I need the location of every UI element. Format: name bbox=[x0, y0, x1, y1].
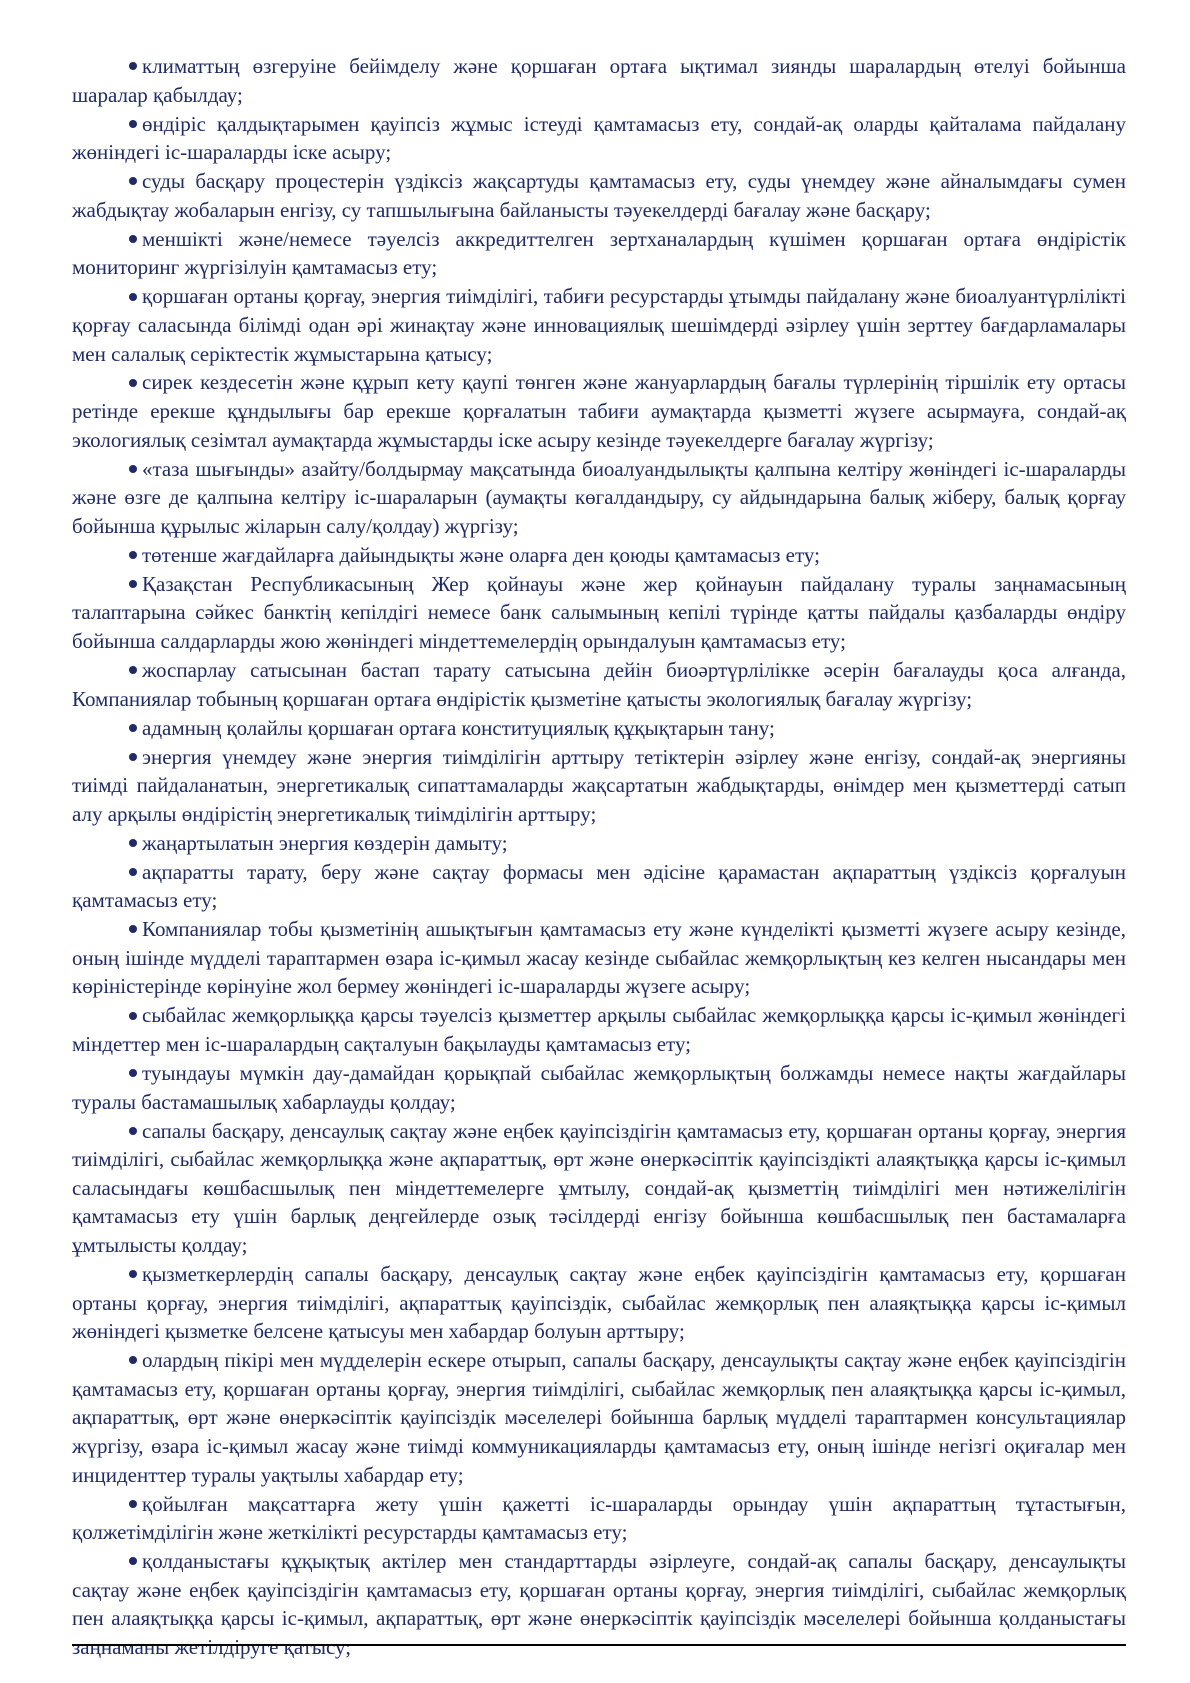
bullet-icon bbox=[129, 915, 142, 944]
bullet-icon bbox=[129, 1001, 142, 1030]
bullet-icon bbox=[129, 570, 142, 599]
list-item bbox=[72, 1117, 1126, 1260]
list-item bbox=[72, 743, 1126, 829]
list-item-text: сирек кездесетін және құрып кету қаупі төнген және жануарлардың бағалы түрлерінің тіршілік ету ортасы ретінде ерекше құндылығы бар ерекше қорғалатын табиғи аумақтарда қызметті жүзеге асырмауға, сондай-ақ экологиялық сезімтал аумақтарда жұмыстарды іске асыру кезінде тәуекелдерге бағалау жүргізу; bbox=[72, 370, 1126, 452]
list-item-text: энергия үнемдеу және энергия тиімділігін арттыру тетіктерін әзірлеу және енгізу, сондай-ақ энергияны тиімді пайдаланатын, энергетикалық сипаттамаларды жақсартатын жабдықтарды, өнімдер мен қызметтерді сатып алу арқылы өндірістің энергетикалық тиімділігін арттыру; bbox=[72, 744, 1126, 826]
bullet-icon bbox=[129, 858, 142, 887]
list-item bbox=[72, 570, 1126, 656]
list-item-text: климаттың өзгеруіне бейімделу және қоршаған ортаға ықтимал зиянды шаралардың өтелуі бойынша шаралар қабылдау; bbox=[72, 54, 1126, 107]
list-item-text: Компаниялар тобы қызметінің ашықтығын қамтамасыз ету және күнделікті қызметті жүзеге асыру кезінде, оның ішінде мүдделі тараптармен өзара іс-қимыл жасау кезінде сыбайлас жемқорлықтың кез келген нысандары мен көріністерінде көрінуіне жол бермеу жөніндегі іс-шараларды жүзеге асыру; bbox=[72, 917, 1126, 999]
bullet-icon bbox=[129, 541, 142, 570]
bullet-icon bbox=[129, 714, 142, 743]
bullet-icon bbox=[129, 1260, 142, 1289]
bullet-icon bbox=[129, 110, 142, 139]
list-item bbox=[72, 858, 1126, 916]
document-body bbox=[72, 52, 1126, 1662]
list-item bbox=[72, 1001, 1126, 1059]
list-item-text: қоршаған ортаны қорғау, энергия тиімділігі, табиғи ресурстарды ұтымды пайдалану және биоалуантүрлілікті қорғау саласында білімді одан әрі жинақтау және инновациялық шешімдерді әзірлеу үшін зерттеу бағдарламалары мен салалық серіктестік жұмыстарына қатысу; bbox=[72, 284, 1126, 366]
bullet-icon bbox=[129, 829, 142, 858]
list-item bbox=[72, 714, 1126, 743]
list-item-text: ақпаратты тарату, беру және сақтау формасы мен әдісіне қарамастан ақпараттың үздіксіз қорғалуын қамтамасыз ету; bbox=[72, 859, 1126, 913]
list-item bbox=[72, 225, 1126, 283]
bullet-icon bbox=[129, 1059, 142, 1088]
bullet-icon bbox=[129, 1346, 142, 1375]
list-item-text: қолданыстағы құқықтық актілер мен стандарттарды әзірлеуге, сондай-ақ сапалы басқару, денсаулықты сақтау және еңбек қауіпсіздігін қамтамасыз ету, қоршаған ортаны қорғау, энергия тиімділігі, сыбайлас жемқорлық пен алаяқтыққа қарсы іс-қимыл, ақпараттық, өрт және өнеркәсіптік қауіпсіздік мәселелері бойынша қолданыстағы заңнаманы жетілдіруге қатысу; bbox=[72, 1549, 1126, 1659]
list-item bbox=[72, 1260, 1126, 1346]
list-item bbox=[72, 455, 1126, 541]
bullet-icon bbox=[129, 656, 142, 685]
list-item bbox=[72, 1490, 1126, 1548]
list-item-text: сыбайлас жемқорлыққа қарсы тәуелсіз қызметтер арқылы сыбайлас жемқорлыққа қарсы іс-қимыл жөніндегі міндеттер мен іс-шаралардың сақталуын бақылауды қамтамасыз ету; bbox=[72, 1003, 1126, 1057]
list-item bbox=[72, 915, 1126, 1001]
list-item-text: туындауы мүмкін дау-дамайдан қорықпай сыбайлас жемқорлықтың болжамды немесе нақты жағдайлары туралы бастамашылық хабарлауды қолдау; bbox=[72, 1061, 1126, 1114]
list-item-text: сапалы басқару, денсаулық сақтау және еңбек қауіпсіздігін қамтамасыз ету, қоршаған ортаны қорғау, энергия тиімділігі, сыбайлас жемқорлыққа және ақпараттық, өрт және өнеркәсіптік қауіпсіздікті алаяқтыққа қарсы іс-қимыл саласындағы көшбасшылық пен міндеттемелерге ұмтылу, сондай-ақ қызметтің тиімділігі мен нәтижелілігін қамтамасыз ету үшін барлық деңгейлерде озық тәсілдерді енгізу бойынша көшбасшылық пен бастамаларға ұмтылысты қолдау; bbox=[72, 1118, 1126, 1257]
list-item-text: төтенше жағдайларға дайындықты және оларға ден қоюды қамтамасыз ету; bbox=[142, 542, 820, 567]
list-item-text: өндіріс қалдықтарымен қауіпсіз жұмыс істеуді қамтамасыз ету, сондай-ақ оларды қайталама пайдалану жөніндегі іс-шараларды іске асыру; bbox=[72, 111, 1126, 165]
bullet-icon bbox=[129, 1547, 142, 1576]
list-item bbox=[72, 110, 1126, 168]
bullet-icon bbox=[129, 1490, 142, 1519]
list-item bbox=[72, 1059, 1126, 1117]
list-item-text: қойылған мақсаттарға жету үшін қажетті іс-шараларды орындау үшін ақпараттың тұтастығын, қолжетімділігін және жеткілікті ресурстарды қамтамасыз ету; bbox=[72, 1491, 1126, 1545]
bullet-icon bbox=[129, 282, 142, 311]
list-item-text: меншікті және/немесе тәуелсіз аккредиттелген зертханалардың күшімен қоршаған ортаға өндірістік мониторинг жүргізілуін қамтамасыз ету; bbox=[72, 226, 1126, 280]
list-item-text: «таза шығынды» азайту/болдырмау мақсатында биоалуандылықты қалпына келтіру жөніндегі іс-шараларды және өзге де қалпына келтіру іс-шараларын (аумақты көгалдандыру, су айдындарына балық жіберу, балық қорғау бойынша құрылыс жіларын салу/қолдау) жүргізу; bbox=[72, 456, 1126, 538]
list-item bbox=[72, 656, 1126, 714]
bullet-icon bbox=[129, 167, 142, 196]
bullet-icon bbox=[129, 52, 142, 81]
list-item bbox=[72, 541, 1126, 570]
list-item bbox=[72, 368, 1126, 454]
list-item-text: жаңартылатын энергия көздерін дамыту; bbox=[142, 830, 508, 855]
bullet-icon bbox=[129, 455, 142, 484]
bullet-icon bbox=[129, 1117, 142, 1146]
list-item bbox=[72, 167, 1126, 225]
list-item bbox=[72, 829, 1126, 858]
list-item-text: адамның қолайлы қоршаған ортаға конституциялық құқықтарын тану; bbox=[142, 715, 775, 740]
list-item bbox=[72, 52, 1126, 110]
list-item bbox=[72, 1346, 1126, 1489]
list-item-text: қызметкерлердің сапалы басқару, денсаулық сақтау және еңбек қауіпсіздігін қамтамасыз ету, қоршаған ортаны қорғау, энергия тиімділігі, ақпараттық қауіпсіздік, сыбайлас жемқорлық пен алаяқтыққа қарсы іс-қимыл жөніндегі қызметке белсене қатысуы мен хабардар болуын арттыру; bbox=[72, 1261, 1126, 1344]
bullet-icon bbox=[129, 225, 142, 254]
bullet-icon bbox=[129, 743, 142, 772]
list-item-text: олардың пікірі мен мүдделерін ескере отырып, сапалы басқару, денсаулықты сақтау және еңбек қауіпсіздігін қамтамасыз ету, қоршаған ортаны қорғау, энергия тиімділігі, сыбайлас жемқорлық пен алаяқтыққа қарсы іс-қимыл, ақпараттық, өрт және өнеркәсіптік қауіпсіздік мәселелері бойынша барлық мүдделі тараптармен консультациялар жүргізу, өзара іс-қимыл жасау және тиімді коммуникацияларды қамтамасыз ету, оның ішінде негізгі оқиғалар мен инциденттер туралы уақтылы хабардар ету; bbox=[72, 1348, 1126, 1487]
list-item-text: Қазақстан Республикасының Жер қойнауы және жер қойнауын пайдалану туралы заңнамасының талаптарына сәйкес банктің кепілдігі немесе банк салымының кепілі түрінде қатты пайдалы қазбаларды өндіру бойынша салдарларды жою жөніндегі міндеттемелердің орындалуын қамтамасыз ету; bbox=[72, 571, 1126, 653]
list-item-text: жоспарлау сатысынан бастап тарату сатысына дейін биоәртүрлілікке әсерін бағалауды қоса алғанда, Компаниялар тобының қоршаған ортаға өндірістік қызметіне қатысты экологиялық бағалау жүргізу; bbox=[72, 657, 1126, 711]
footer-divider bbox=[72, 1644, 1126, 1646]
list-item bbox=[72, 282, 1126, 368]
bullet-icon bbox=[129, 368, 142, 397]
list-item-text: суды басқару процестерін үздіксіз жақсартуды қамтамасыз ету, суды үнемдеу және айналымдағы сумен жабдықтау жобаларын енгізу, су тапшылығына байланысты тәуекелдерді бағалау және басқару; bbox=[72, 169, 1126, 222]
